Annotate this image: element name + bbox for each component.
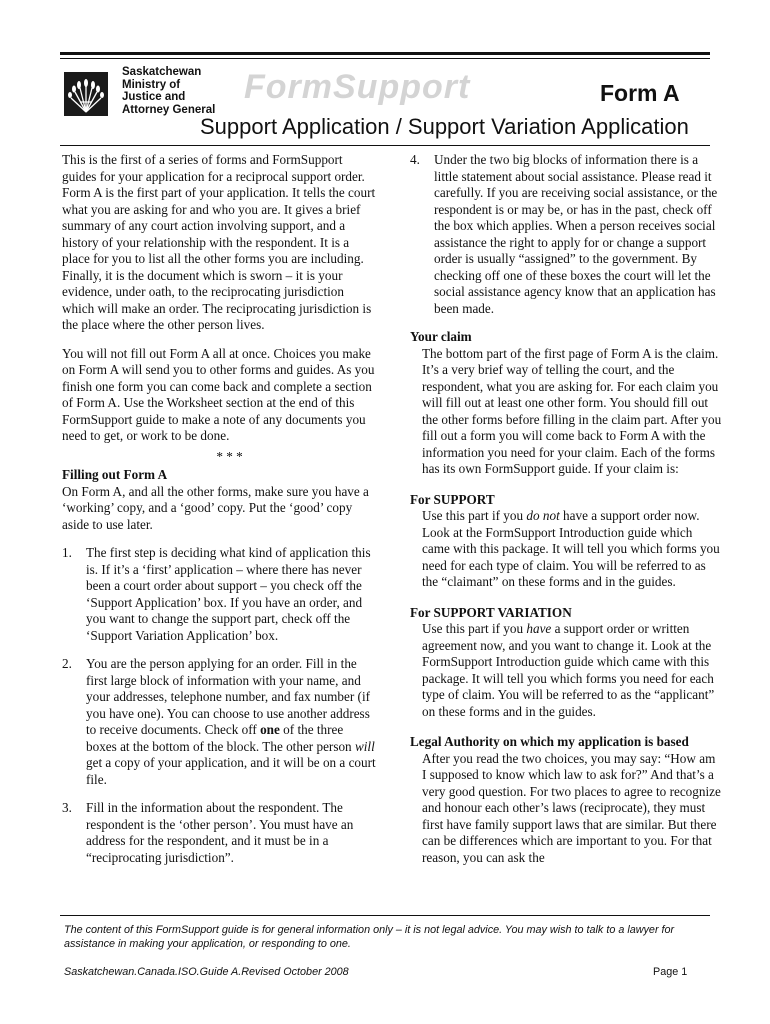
- worksheet-paragraph: You will not fill out Form A all at once. Choices you make on Form A will send you to other forms and guides. As you finish one form you can come back and complete a section of Form A. Use the Worksheet section at the end of this FormSupport guide to make a note of any documents you need to get, or work to be done.: [62, 345, 375, 443]
- section-text-part: Use this part if you: [422, 508, 527, 523]
- section-body: The bottom part of the first page of Form A is the claim. It’s a very brief way of telling the court, and the respondent, what you are asking for. For each claim you will fill out at least one other form. You should fill out the other forms before filling in the claim part. After you fill out a form you will come back to Form A with the information you need for your claim. Each of the forms has its own FormSupport guide. If your claim is:: [422, 345, 722, 476]
- title-rule: [60, 145, 710, 146]
- wheat-sheaf-logo-icon: [64, 72, 108, 116]
- section-body: After you read the two choices, you may say: “How am I supposed to know which law to ask for?” And that’s a very good question. For two places to agree to recognize and honour each other’s laws (reciprocate), they must first have family support laws that are similar. But there can be differences which are important to you. For that reason, you can ask the: [422, 750, 721, 865]
- item-emphasis-one: one: [260, 722, 280, 737]
- item-emphasis-will: will: [354, 738, 375, 754]
- item-text: Fill in the information about the respondent. The respondent is the ‘other person’. You must have an address for the respondent, and it must be in a “reciprocating jurisdiction”.: [86, 800, 354, 865]
- section-text-part: have a support order now. Look at the FormSupport Introduction guide which came with this package. It will tell you which forms you need for each type of claim. You will be referred to as the “claimant” on these forms and in the guides.: [422, 508, 720, 589]
- section-heading: For SUPPORT: [410, 491, 495, 507]
- page-number: Page 1: [653, 966, 688, 978]
- filling-heading: Filling out Form A: [62, 467, 168, 482]
- list-item: [62, 800, 377, 866]
- ministry-line-3: Justice and: [122, 91, 186, 103]
- ministry-name: [122, 66, 215, 116]
- intro-paragraph: This is the first of a series of forms and FormSupport guides for your application for a reciprocal support order. Form A is the first part of your application. It tells the court what you are asking for and who you are. It gives a brief summary of any court action involving support, and a history of your relationship with the respondent. It is a place for you to list all the other forms you are including. Finally, it is the document which is sworn – it is your evidence, under oath, to the reciprocating jurisdiction which will make an order. The reciprocating jurisdiction is the place where the other person lives.: [62, 152, 376, 332]
- for-support-variation-section: [410, 605, 722, 721]
- section-body: [410, 621, 722, 720]
- legal-authority-section: [410, 734, 722, 866]
- item-number: 4.: [410, 152, 420, 167]
- item-text-part: of the three boxes at the bottom of the block. The other person: [86, 722, 355, 754]
- section-text-part: a support order or written agreement now, and you want to change it. Look at the FormSupport Introduction guide which came with this package. It will tell you which forms you need for each type of claim. You will be referred to as the “applicant” on these forms and in the guides.: [422, 621, 715, 719]
- left-column: [62, 152, 377, 878]
- list-item: [62, 545, 377, 644]
- section-heading: For SUPPORT VARIATION: [410, 604, 572, 620]
- page-title: Support Application / Support Variation Application: [200, 114, 689, 139]
- section-separator: * * *: [216, 448, 243, 464]
- item-text-part: You are the person applying for an order. Fill in the first large block of information with your name, and your addresses, telephone number, and fax number (if you have one). You can choose to use another address to receive documents. Check off: [86, 656, 371, 737]
- header-rule-thin: [60, 58, 710, 59]
- item-text: The first step is deciding what kind of application this is. If it’s a ‘first’ application – where there has never been a court order about support – you check off the ‘Support Application’ box. If you have an order, and you want to change the support part, check off the ‘Support Variation Application’ box.: [86, 545, 371, 643]
- emphasis-do-not: do not: [526, 508, 560, 523]
- list-item: [62, 656, 377, 788]
- filling-paragraph: On Form A, and all the other forms, make sure you have a ‘working’ copy, and a ‘good’ copy. Put the ‘good’ copy aside to use later.: [62, 483, 369, 532]
- item-text-part: get a copy of your application, and it will be on a court file.: [86, 755, 376, 787]
- footer-rule: [60, 915, 710, 916]
- section-body: [410, 508, 722, 591]
- document-reference: Saskatchewan.Canada.ISO.Guide A.Revised October 2008: [64, 966, 349, 978]
- ministry-line-2: Ministry of: [122, 78, 181, 91]
- ministry-line-1: Saskatchewan: [122, 66, 202, 78]
- list-item: [410, 152, 722, 317]
- section-text-part: Use this part if you: [422, 621, 527, 636]
- item-number: 3.: [62, 800, 72, 815]
- your-claim-section: [410, 329, 722, 478]
- disclaimer: The content of this FormSupport guide is for general information only – it is not legal advice. You may wish to talk to a lawyer for assistance in making your application, or responding to one.: [64, 924, 675, 950]
- formsupport-brand: FormSupport: [244, 68, 471, 106]
- for-support-section: [410, 492, 722, 591]
- form-id: Form A: [600, 80, 680, 106]
- item-text: [86, 656, 377, 788]
- section-heading: Your claim: [410, 329, 472, 344]
- right-column: [410, 152, 722, 880]
- item-number: 1.: [62, 545, 72, 560]
- header-rule: [60, 52, 710, 55]
- item-number: 2.: [62, 656, 72, 671]
- emphasis-have: have: [526, 621, 552, 636]
- item-text: Under the two big blocks of information there is a little statement about social assistance. Please read it carefully. If you are receiving social assistance, or the respondent is or may be, or has in the past, check off the box which applies. When a person receives social assistance the right to apply for or change a support order is usually “assigned” to the government. By checking off one of these boxes the court will let the social assistance agency know that an application has been made.: [434, 152, 718, 316]
- section-heading: Legal Authority on which my application is based: [410, 734, 689, 749]
- ministry-line-4: Attorney General: [122, 103, 216, 116]
